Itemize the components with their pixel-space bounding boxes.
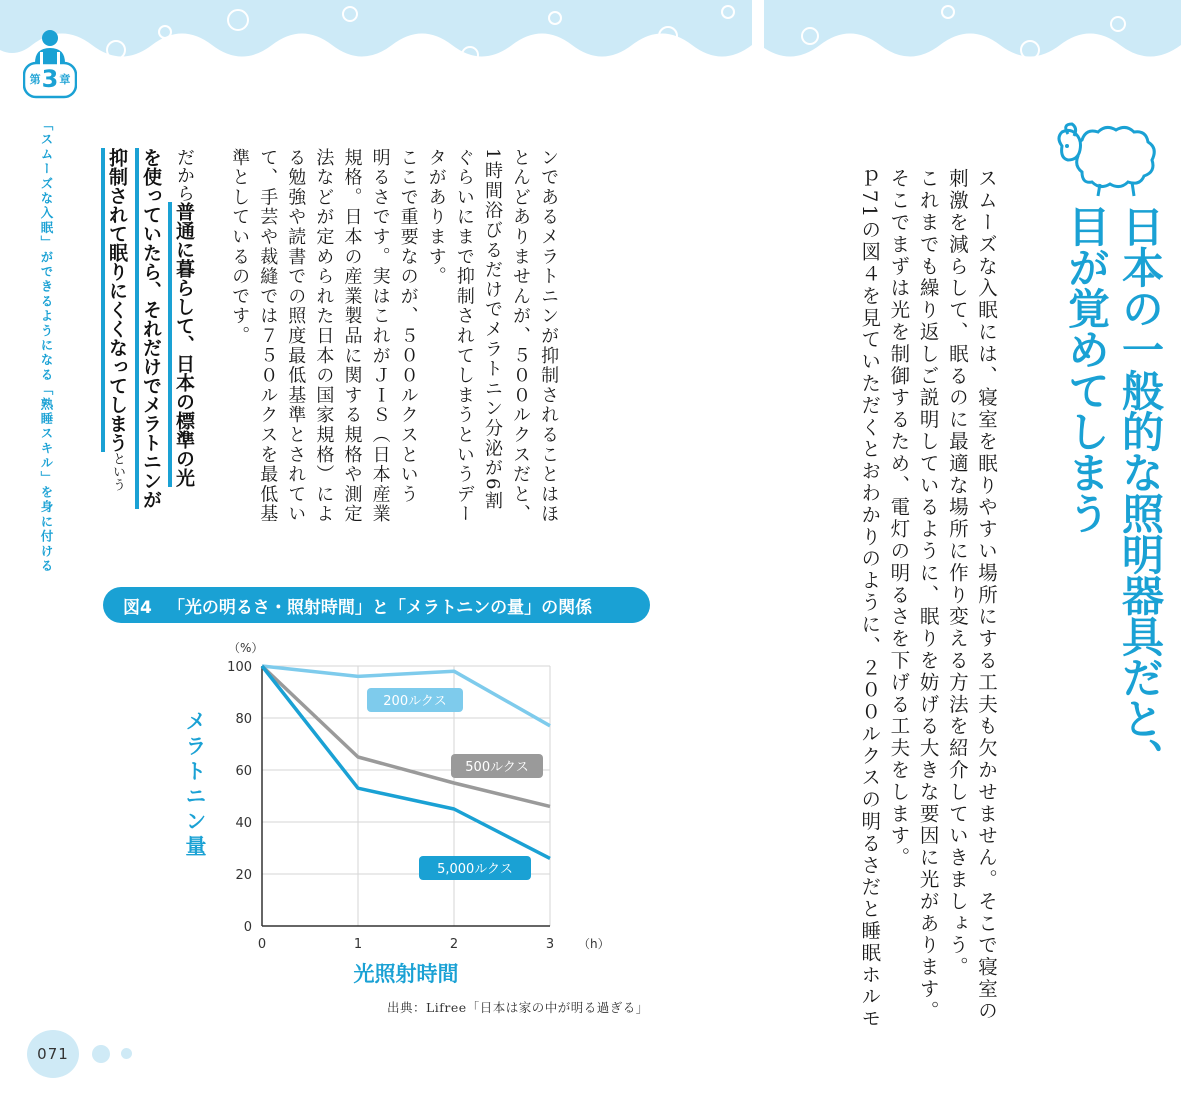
x-axis-title: 光照射時間: [353, 962, 459, 986]
paragraph-line: ンであるメラトニンが抑制されることはほ: [538, 148, 560, 525]
person-icon: [42, 30, 58, 46]
figure-label: 図4: [123, 597, 152, 618]
y-unit-label: （%）: [228, 641, 264, 655]
x-tick-label: 3: [545, 937, 555, 952]
paragraph-line: ぐらいにまで抑制されてしまうというデー: [453, 148, 475, 525]
paragraph-line: そこでまずは光を制御するため、電灯の明るさを下げる工夫をします。: [887, 168, 911, 869]
title-line-2: 目が覚めてしまう: [1062, 205, 1111, 533]
emphasis-prefix: だから: [174, 148, 195, 202]
sheep-icon: [1052, 120, 1162, 198]
x-tick-label: 1: [353, 937, 363, 952]
x-tick-label: 0: [257, 937, 267, 952]
figure-header: [103, 587, 650, 623]
decor-dot: [121, 1048, 132, 1059]
paragraph-line: る勉強や読書での照度最低基準とされてい: [285, 148, 307, 525]
chapter-suffix: 章: [59, 73, 71, 86]
emphasis-text: [100, 148, 201, 568]
emphasis-suffix: という: [110, 452, 125, 491]
series-label: 500ルクス: [465, 760, 529, 775]
section-title: [1055, 205, 1165, 779]
y-tick-label: 40: [235, 816, 252, 831]
title-line-1: 日本の一般的な照明器具だと、: [1116, 205, 1165, 779]
series-line: [262, 666, 550, 806]
paragraph-line: スムーズな入眠には、寝室を眠りやすい場所にする工夫も欠かせません。そこで寝室の: [975, 168, 999, 1023]
emphasis-highlight-1: 普通に暮らして、日本の標準の光: [168, 202, 195, 487]
paragraph-line: 刺激を減らして、眠るのに最適な場所に作り変える方法を紹介していきましょう。: [945, 168, 969, 979]
y-tick-label: 80: [235, 712, 252, 727]
chapter-number: 3: [41, 65, 59, 93]
figure-source: 出典：Lifree「日本は家の中が明る過ぎる」: [387, 1000, 649, 1015]
paragraph-line: 明るさです。実はこれがＪＩＳ（日本産業: [369, 148, 391, 525]
paragraph-line: 規格。日本の産業製品に関する規格や測定: [341, 148, 363, 525]
paragraph-line: て、手芸や裁縫では７５０ルクスを最低基: [257, 148, 279, 525]
paragraph-line: 法などが定められた日本の国家規格）によ: [313, 148, 335, 525]
decor-dot: [92, 1045, 110, 1063]
y-tick-label: 60: [235, 764, 252, 779]
emphasis-highlight-3: 抑制されて眠りにくくなってしまう: [101, 148, 128, 452]
chapter-prefix: 第: [29, 73, 41, 86]
paragraph-line: 1時間浴びるだけでメラトニン分泌が6割: [481, 148, 503, 512]
x-unit-label: （h）: [578, 937, 610, 951]
chapter-label: [23, 64, 77, 94]
emphasis-highlight-2: を使っていたら、それだけでメラトニンが: [135, 148, 162, 509]
paragraph-line: タがあります。: [425, 148, 447, 287]
paragraph-line: ここで重要なのが、５００ルクスという: [397, 148, 419, 505]
page-number: 071: [27, 1030, 79, 1078]
y-tick-label: 20: [235, 868, 252, 883]
series-label: 5,000ルクス: [437, 862, 513, 877]
y-tick-label: 100: [227, 660, 252, 675]
figure-title: 「光の明るさ・照射時間」と「メラトニンの量」の関係: [167, 597, 593, 618]
y-tick-label: 0: [243, 920, 252, 935]
paragraph-line: これまでも繰り返しご説明しているように、眠りを妨げる大きな要因に光があります。: [916, 168, 940, 1023]
header-wave-banner: [0, 0, 1181, 80]
page-gutter: [752, 0, 764, 80]
chapter-side-title: 「スムーズな入眠」ができるようになる「熟睡スキル」を身に付ける: [39, 118, 54, 574]
body-text-left: [225, 148, 562, 558]
paragraph-line: とんどありませんが、５００ルクスだと、: [510, 148, 532, 525]
x-tick-label: 2: [449, 937, 459, 952]
y-axis-title: メラトニン量: [183, 710, 207, 860]
paragraph-line: ｐ71の図４を見ていただくとおわかりのように、２００ルクスの明るさだと睡眠ホルモ: [858, 168, 882, 1030]
series-label: 200ルクス: [383, 694, 447, 709]
paragraph-line: 準としているのです。: [229, 148, 251, 346]
melatonin-line-chart: [175, 630, 630, 990]
body-text-right: [855, 168, 1001, 1030]
